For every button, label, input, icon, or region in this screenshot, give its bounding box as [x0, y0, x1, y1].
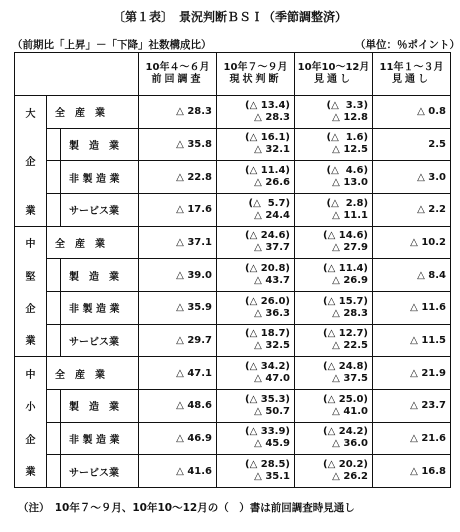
indent-cell	[47, 291, 61, 324]
value-cell: △ 11.5	[373, 324, 451, 357]
indent-cell	[47, 324, 61, 357]
value-cell: (△ 26.0) △ 36.3	[217, 291, 295, 324]
value-cell: (△ 12.7) △ 22.5	[295, 324, 373, 357]
industry-label: 非 製 造 業	[61, 161, 139, 194]
industry-label: サービス業	[61, 455, 139, 488]
value-cell: △ 0.8	[373, 95, 451, 128]
industry-label: 全 産 業	[47, 95, 139, 128]
value-cell: (△ 4.6) △ 13.0	[295, 161, 373, 194]
column-header: 10年４～６月 前回調査	[139, 53, 217, 96]
company-size-char: 小	[25, 402, 36, 414]
table-row	[15, 128, 451, 161]
header-corner	[15, 53, 139, 96]
column-header: 11年１～３月 見通し	[373, 53, 451, 96]
company-size-label	[15, 226, 47, 357]
value-cell: △ 11.6	[373, 291, 451, 324]
industry-label: 製 造 業	[61, 259, 139, 292]
table-row	[15, 357, 451, 390]
indent-cell	[47, 161, 61, 194]
industry-label: サービス業	[61, 193, 139, 226]
value-cell: (△ 15.7) △ 28.3	[295, 291, 373, 324]
value-cell: (△ 34.2) △ 47.0	[217, 357, 295, 390]
value-cell: (△ 20.2) △ 26.2	[295, 455, 373, 488]
industry-label: 全 産 業	[47, 357, 139, 390]
value-cell: △ 37.1	[139, 226, 217, 259]
value-cell: △ 16.8	[373, 455, 451, 488]
value-cell: △ 41.6	[139, 455, 217, 488]
table-row	[15, 161, 451, 194]
value-cell: △ 8.4	[373, 259, 451, 292]
value-cell: (△ 33.9) △ 45.9	[217, 422, 295, 455]
table-row	[15, 226, 451, 259]
value-cell: (△ 3.3) △ 12.8	[295, 95, 373, 128]
company-size-chars	[15, 235, 46, 347]
industry-label: 製 造 業	[61, 128, 139, 161]
table-title: 〔第１表〕 景況判断ＢＳＩ（季節調整済）	[112, 10, 347, 24]
footnote: （注） 10年７～９月、10年10～12月の（ ）書は前回調査時見通し	[18, 502, 355, 514]
value-cell: (△ 35.3) △ 50.7	[217, 389, 295, 422]
value-cell: (△ 20.8) △ 43.7	[217, 259, 295, 292]
value-cell: 2.5	[373, 128, 451, 161]
value-cell: (△ 13.4) △ 28.3	[217, 95, 295, 128]
indent-cell	[47, 455, 61, 488]
value-cell: △ 28.3	[139, 95, 217, 128]
table-row	[15, 95, 451, 128]
value-cell: △ 47.1	[139, 357, 217, 390]
value-cell: △ 22.8	[139, 161, 217, 194]
company-size-char: 企	[25, 304, 36, 316]
company-size-chars	[15, 366, 46, 478]
value-cell: △ 21.6	[373, 422, 451, 455]
industry-label: 非 製 造 業	[61, 422, 139, 455]
company-size-char: 堅	[25, 271, 36, 283]
company-size-char: 企	[25, 157, 36, 169]
column-header: 10年10～12月 見通し	[295, 53, 373, 96]
table-subtitle: （前期比「上昇」－「下降」社数構成比）	[12, 39, 212, 51]
value-cell: △ 35.8	[139, 128, 217, 161]
industry-label: 全 産 業	[47, 226, 139, 259]
indent-cell	[47, 193, 61, 226]
column-header: 10年７～９月 現状判断	[217, 53, 295, 96]
value-cell: △ 3.0	[373, 161, 451, 194]
indent-cell	[47, 422, 61, 455]
unit-note: （単位：％ポイント）	[355, 39, 460, 51]
table-row	[15, 259, 451, 292]
indent-cell	[47, 259, 61, 292]
company-size-char: 業	[25, 467, 36, 479]
value-cell: (△ 24.6) △ 37.7	[217, 226, 295, 259]
value-cell: (△ 28.5) △ 35.1	[217, 455, 295, 488]
indent-cell	[47, 389, 61, 422]
value-cell: (△ 11.4) △ 26.9	[295, 259, 373, 292]
table-row	[15, 422, 451, 455]
value-cell: (△ 14.6) △ 27.9	[295, 226, 373, 259]
value-cell: △ 17.6	[139, 193, 217, 226]
value-cell: △ 35.9	[139, 291, 217, 324]
value-cell: (△ 24.8) △ 37.5	[295, 357, 373, 390]
company-size-char: 中	[25, 370, 36, 382]
value-cell: (△ 25.0) △ 41.0	[295, 389, 373, 422]
industry-label: 製 造 業	[61, 389, 139, 422]
table-row	[15, 324, 451, 357]
company-size-label	[15, 95, 47, 226]
table-row	[15, 455, 451, 488]
value-cell: △ 23.7	[373, 389, 451, 422]
table-row	[15, 193, 451, 226]
table-row	[15, 389, 451, 422]
company-size-label	[15, 357, 47, 488]
value-cell: △ 29.7	[139, 324, 217, 357]
value-cell: △ 10.2	[373, 226, 451, 259]
industry-label: 非 製 造 業	[61, 291, 139, 324]
value-cell: (△ 16.1) △ 32.1	[217, 128, 295, 161]
value-cell: △ 46.9	[139, 422, 217, 455]
value-cell: (△ 5.7) △ 24.4	[217, 193, 295, 226]
company-size-chars	[15, 105, 46, 217]
value-cell: (△ 24.2) △ 36.0	[295, 422, 373, 455]
company-size-char: 業	[25, 336, 36, 348]
company-size-char: 企	[25, 434, 36, 446]
value-cell: (△ 11.4) △ 26.6	[217, 161, 295, 194]
value-cell: (△ 1.6) △ 12.5	[295, 128, 373, 161]
bsi-table	[14, 52, 450, 488]
table-row	[15, 291, 451, 324]
value-cell: △ 48.6	[139, 389, 217, 422]
company-size-char: 大	[25, 108, 36, 120]
company-size-char: 業	[25, 205, 36, 217]
industry-label: サービス業	[61, 324, 139, 357]
indent-cell	[47, 128, 61, 161]
value-cell: (△ 2.8) △ 11.1	[295, 193, 373, 226]
value-cell: △ 39.0	[139, 259, 217, 292]
header-row	[15, 53, 451, 96]
value-cell: △ 2.2	[373, 193, 451, 226]
value-cell: (△ 18.7) △ 32.5	[217, 324, 295, 357]
company-size-char: 中	[25, 239, 36, 251]
value-cell: △ 21.9	[373, 357, 451, 390]
